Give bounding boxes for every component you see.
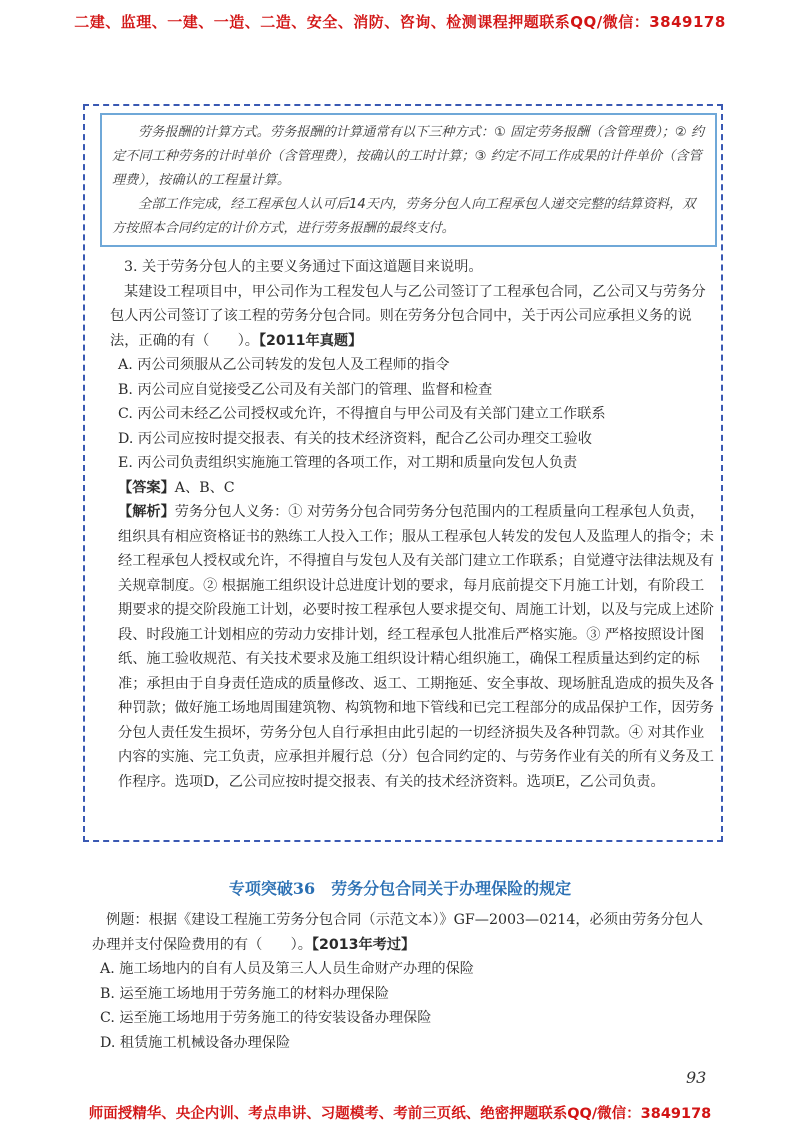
example-option-c: C. 运至施工场地用于劳务施工的待安装设备办理保险 [100, 1010, 432, 1026]
question-source: 【2011年真题】 [258, 332, 363, 349]
question-stem-text: 某建设工程项目中，甲公司作为工程发包人与乙公司签订了工程承包合同，乙公司又与劳务分包人丙公司签订了该工程的劳务分包合同。则在劳务分包合同中，关于丙公司应承担义务的说法，正确的有（ ）。 [110, 283, 706, 349]
example-stem [92, 908, 717, 957]
option-e: E. 丙公司负责组织实施施工管理的各项工作，对工期和质量向发包人负责 [118, 455, 578, 471]
example-stem-text: 例题：根据《建设工程施工劳务分包合同（示范文本）》GF—2003—0214，必须由劳务分包人办理并支付保险费用的有（ ）。 [92, 912, 704, 953]
question-block [110, 255, 714, 794]
note-paragraph-2: 全部工作完成，经工程承包人认可后14天内，劳务分包人向工程承包人递交完整的结算资料，双方按照本合同约定的计价方式，进行劳务报酬的最终支付。 [112, 197, 696, 236]
section-title: 专项突破36 劳务分包合同关于办理保险的规定 [228, 879, 572, 898]
answer [110, 476, 714, 501]
note-paragraph-1: 劳务报酬的计算方式。劳务报酬的计算通常有以下三种方式：① 固定劳务报酬（含管理费）；② 约定不同工种劳务的计时单价（含管理费），按确认的工时计算；③ 约定不同工作成果的计件单价（含管理费），按确认的工程量计算。 [112, 125, 705, 188]
option-c: C. 丙公司未经乙公司授权或允许，不得擅自与甲公司及有关部门建立工作联系 [118, 406, 606, 422]
option-b: B. 丙公司应自觉接受乙公司及有关部门的管理、监督和检查 [118, 381, 493, 398]
example-option-a: A. 施工场地内的自有人员及第三人人员生命财产办理的保险 [100, 961, 474, 977]
answer-value: A、B、C [174, 479, 235, 496]
analysis [110, 500, 714, 794]
page-number: 93 [686, 1068, 707, 1087]
option-d: D. 丙公司应按时提交报表、有关的技术经济资料，配合乙公司办理交工验收 [118, 430, 592, 447]
question-intro: 3. 关于劳务分包人的主要义务通过下面这道题目来说明。 [124, 259, 483, 275]
option-a: A. 丙公司须服从乙公司转发的发包人及工程师的指令 [118, 357, 450, 373]
example-source: 【2013年考过】 [311, 936, 416, 953]
bottom-banner: 师面授精华、央企内训、考点串讲、习题模考、考前三页纸、绝密押题联系QQ/微信：3849178 [88, 1106, 712, 1122]
example-option-d: D. 租赁施工机械设备办理保险 [100, 1034, 291, 1051]
top-banner: 二建、监理、一建、一造、二造、安全、消防、咨询、检测课程押题联系QQ/微信：3849178 [74, 13, 726, 31]
analysis-text: 劳务分包人义务：① 对劳务分包合同劳务分包范围内的工程质量向工程承包人负责，组织具有相应资格证书的熟练工人投入工作；服从工程承包人转发的发包人及监理人的指令；未经工程承包人授权或允许，不得擅自与发包人及有关部门建立工作联系；自觉遵守法律法规及有关规章制度。② 根据施工组织设计总进度计划的要求，每月底前提交下月施工计划，有阶段工期要求的提交阶段施工计划，必要时按工程承包人要求提交旬、周施工计划，以及与完成上述阶段、时段施工计划相应的劳动力安排计划，经工程承包人批准后严格实施。③ 严格按照设计图纸、施工验收规范、有关技术要求及施工组织设计精心组织施工，确保工程质量达到约定的标准；承担由于自身责任造成的质量修改、返工、工期拖延、安全事故、现场脏乱造成的损失及各种罚款；做好施工场地周围建筑物、构筑物和地下管线和已完工程部分的成品保护工作，因劳务分包人责任发生损坏，劳务分包人自行承担由此引起的一切经济损失及各种罚款。④ 对其作业内容的实施、完工负责，应承担并履行总（分）包合同约定的、与劳务作业有关的所有义务及工作程序。选项D，乙公司应按时提交报表、有关的技术经济资料。选项E，乙公司负责。 [118, 504, 714, 790]
example-block [92, 908, 717, 1055]
handwritten-note [100, 113, 717, 247]
analysis-label: 【解析】 [118, 504, 175, 520]
question-stem [110, 280, 714, 354]
example-option-b: B. 运至施工场地用于劳务施工的材料办理保险 [100, 985, 390, 1002]
answer-label: 【答案】 [118, 479, 175, 496]
